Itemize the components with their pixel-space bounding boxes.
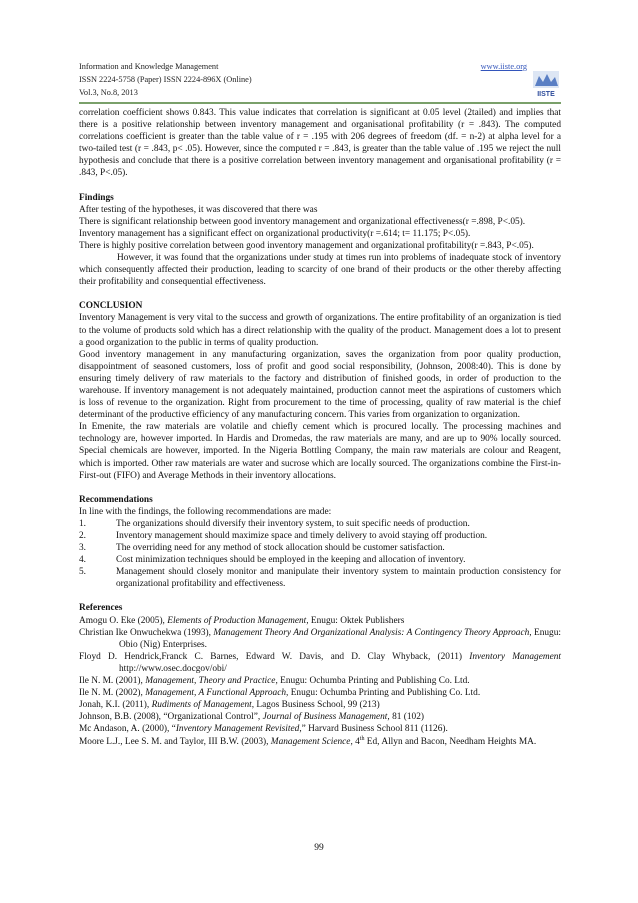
logo-text: IISTE [537,91,555,98]
references-heading: References [79,603,123,614]
iiste-logo [531,70,561,99]
conclusion-paragraph: In Emenite, the raw materials are volatile and chiefly cement which is procured locally. The processing machines and technology are, however imported. In Hardis and Dromedas, the raw materials are many, and are up to 90% locally sourced. Special chemicals are however, imported. In the Nigeria Bottling Company, the main raw materials are colour and Reagent, which is imported. Other raw materials are water and sucrose which are locally sourced. The organizations combine the First-in-First-out (FIFO) and Average Methods in their inventory allocations. [79,422,561,481]
reference-title: Elements of Production Management, [167,615,309,626]
intro-paragraph: correlation coefficient shows 0.843. This value indicates that correlation is significant at 0.05 level (2tailed) and implies that there is a positive relationship between inventory management and organisational profitability (r = .843). The computed correlations coefficient is greater than the table value of r = .195 with 206 degrees of freedom (df. = n-2) at alpha level for a two-tailed test (r = .843, p< .05). However, since the computed r = .843, is greater than the table value of .195 we reject the null hypothesis and conclude that there is a positive correlation between inventory management and organisational profitability (r = .843, P<.05). [79,108,561,179]
reference-edition: , 4 [350,736,360,747]
reference-authors: Ile N. M. (2001), [79,676,146,687]
reference-authors: Floyd D. Hendrick,Franck C. Barnes, Edward W. Davis, and D. Clay Whyback, (2011) [79,651,470,662]
page-header [79,60,561,100]
recommendation-item [79,566,561,590]
reference-publisher: Enugu: Ochumba Printing and Publishing Co. Ltd. [288,688,481,699]
findings-heading: Findings [79,192,114,203]
header-rule [79,102,561,104]
reference-url: http://www.osec.docgov/obi/ [119,663,227,674]
recommendation-number: 5. [79,567,87,578]
journal-name: Information and Knowledge Management [79,62,219,71]
reference-publisher: Enugu: Obio (Nig) Enterprises. [119,627,561,650]
findings-line: Inventory management has a significant effect on organizational productivity(r =.614; t= 11.175; P<.05). [79,228,471,239]
reference-title: Management, Theory and Practice, [145,676,278,687]
reference-title: Management Theory And Organizational Analysis: A Contingency Theory Approach, [213,627,532,638]
recommendation-number: 4. [79,555,87,566]
reference-entry [79,736,561,748]
reference-title: Journal of Business Management, [262,712,390,723]
recommendation-item [79,530,561,542]
reference-authors: Johnson, B.B. (2008), “Organizational Control”, [79,712,263,723]
reference-publisher: Enugu: Ochumba Printing and Publishing Co. Ltd. [277,676,470,687]
reference-entry [79,651,561,675]
recommendation-number: 3. [79,543,87,554]
recommendations-intro: In line with the findings, the following recommendations are made: [79,506,332,517]
conclusion-heading: CONCLUSION [79,301,143,312]
recommendation-text: The overriding need for any method of stock allocation should be customer satisfaction. [116,543,445,554]
recommendation-number: 2. [79,531,87,541]
page-number: 99 [314,843,324,853]
conclusion-paragraph: Good inventory management in any manufacturing organization, saves the organization from poor quality production, disappointment of seasoned customers, loss of profit and good social responsibility, (Johnson, 2008:40). This is done by ensuring timely delivery of raw materials to the factory and distribution of finished goods, in order of production to the warehouse. If inventory management is not adequately maintained, production cannot meet the aspirations of customers which is loss of revenue to the organization. Right from procurement to the time of processing, quality of raw material is the chief determinant of the productive efficiency of any manufacturing concern. This varies from organization to organization. [79,349,561,421]
recommendation-text: Inventory management should maximize space and timely delivery to avoid staying off production. [116,531,488,541]
reference-title: Inventory Management [469,651,561,662]
reference-title: Management, A Functional Approach, [145,688,289,699]
article-body [79,107,561,748]
conclusion-paragraph: Inventory Management is very vital to the success and growth of organizations. The entire profitability of an organization is tied to the volume of products sold which has a direct relationship with the quality of the product. Management does a lot to present a good organization to the public in terms of quality production. [79,313,561,348]
recommendation-item [79,554,561,566]
reference-authors: Jonah, K.I. (2011), [79,700,152,711]
recommendation-item [79,518,561,530]
reference-publisher: 81 (102) [389,712,425,723]
findings-line: After testing of the hypotheses, it was discovered that there was [79,204,318,215]
reference-entry [79,723,561,735]
reference-title: Rudiments of Management [151,700,252,711]
reference-entry [79,711,561,723]
recommendation-text: The organizations should diversify their inventory system, to suit specific needs of production. [116,518,470,529]
reference-authors: Ile N. M. (2002), [79,688,146,699]
reference-entry [79,699,561,711]
reference-authors: Amogu O. Eke (2005), [79,615,168,626]
recommendation-item [79,542,561,554]
recommendation-text: Cost minimization techniques should be employed in the keeping and allocation of inventory. [116,555,466,566]
journal-volume: Vol.3, No.8, 2013 [79,88,138,97]
reference-entry [79,675,561,687]
reference-publisher: , Lagos Business School, 99 (213) [251,700,380,711]
reference-publisher: ,” Harvard Business School 811 (1126). [299,724,448,735]
reference-authors: Moore L.J., Lee S. M. and Taylor, III B.W. (2003), [79,736,271,747]
recommendations-heading: Recommendations [79,494,153,505]
reference-entry [79,687,561,699]
findings-indented-paragraph: However, it was found that the organizations under study at times run into problems of inadequate stock of inventory which consequently affected their production, leading to scarcity of one brand of their products or the other thereby affecting their profitability and consequential effectiveness. [79,253,561,288]
reference-entry [79,615,561,627]
reference-authors: Christian Ike Onwuchekwa (1993), [79,627,214,638]
recommendation-number: 1. [79,518,87,529]
reference-entry [79,627,561,651]
journal-website-link[interactable]: www.iiste.org [480,62,527,71]
reference-title: Management Science [270,736,351,747]
journal-issn: ISSN 2224-5758 (Paper) ISSN 2224-896X (Online) [79,75,252,84]
reference-publisher: Ed, Allyn and Bacon, Needham Heights MA. [364,736,537,747]
reference-title: Inventory Management Revisited [175,724,300,735]
findings-line: There is highly positive correlation between good inventory management and organizational profitability(r =.843, P<.05). [79,240,534,251]
reference-publisher: Enugu: Oktek Publishers [308,615,405,626]
reference-authors: Mc Andason, A. (2000), “ [79,724,176,735]
findings-line: There is significant relationship between good inventory management and organizational effectiveness(r =.898, P<.05). [79,216,526,227]
reference-edition-suffix: th [359,735,365,742]
recommendation-text: Management should closely monitor and manipulate their inventory system to maintain production consistency for organizational profitability and effectiveness. [116,567,561,590]
